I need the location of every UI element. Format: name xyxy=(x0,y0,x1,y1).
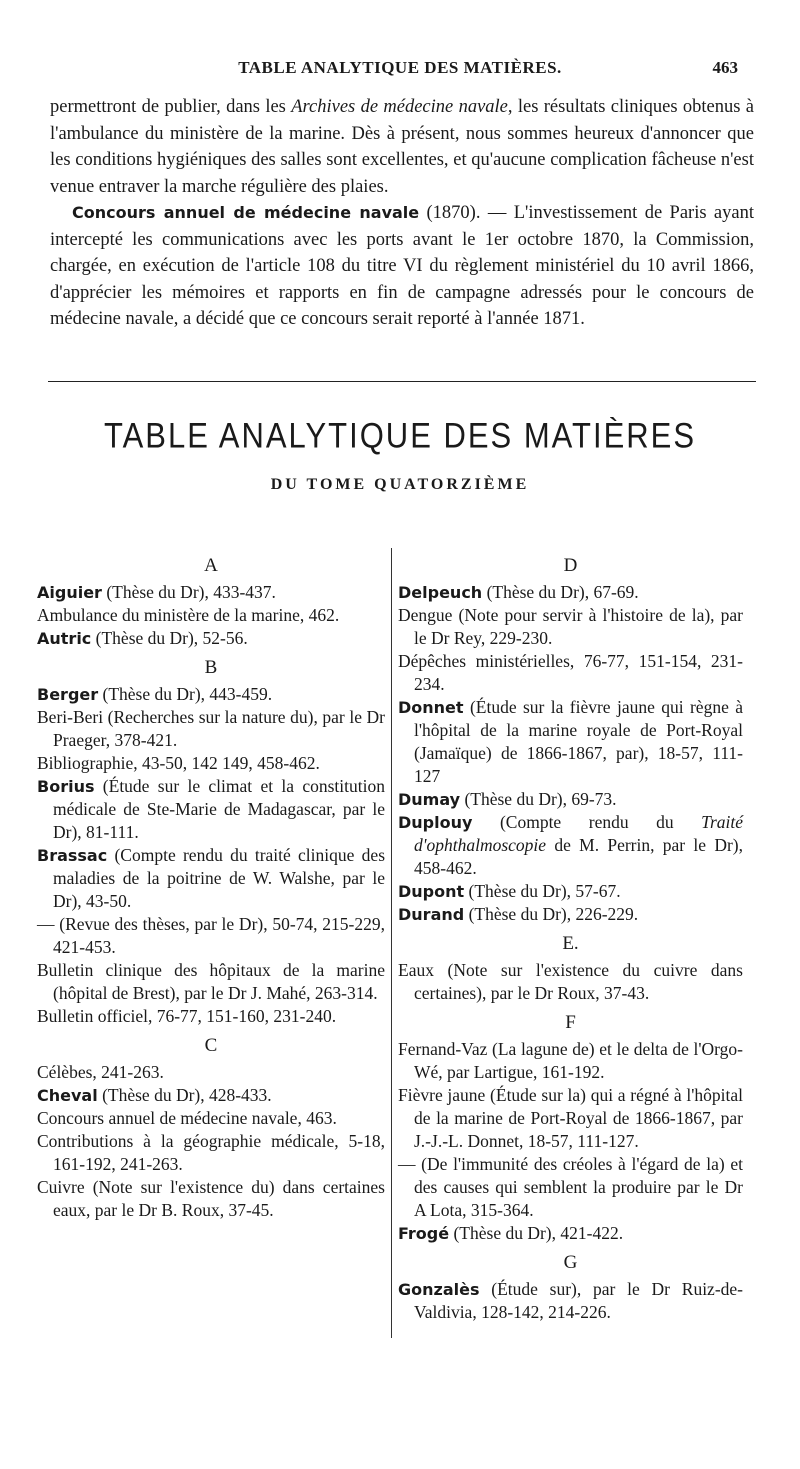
entry-text: (Thèse du Dr), 226-229. xyxy=(464,904,639,924)
letter-heading: C xyxy=(204,1035,218,1056)
entry-text: (Thèse du Dr), 57-67. xyxy=(464,881,621,901)
index-entry xyxy=(398,811,743,880)
index-entry: Bibliographie, 43-50, 142 149, 458-462. xyxy=(37,753,320,773)
letter-heading: E. xyxy=(562,933,579,954)
running-head xyxy=(0,58,800,84)
index-entry xyxy=(398,788,743,811)
letter-heading: F xyxy=(565,1012,576,1033)
entry-keyword: Dupont xyxy=(398,882,465,901)
index-entry: — (Revue des thèses, par le Dr), 50-74, 215-229, 421-453. xyxy=(37,914,385,957)
intro-text-run: , les résultats cliniques obtenus à l'ambulance du ministère de la marine. Dès à présent, nous sommes heureux d'annoncer que les conditions hygiéniques des salles sont excellentes, et qu'aucune complication fâcheuse n'est venue entraver la marche régulière des plaies. xyxy=(50,97,754,197)
index-entry: Ambulance du ministère de la marine, 462. xyxy=(37,605,340,625)
entry-keyword: Delpeuch xyxy=(398,583,483,602)
intro-journal-title: Archives de médecine navale xyxy=(291,97,508,117)
entry-text: (Compte rendu du traité clinique des maladies de la poitrine de W. Walshe, par le Dr), 43-50. xyxy=(53,845,385,911)
entry-keyword: Autric xyxy=(37,629,92,648)
index-entry xyxy=(37,627,385,650)
section-rule xyxy=(48,381,756,382)
column-divider xyxy=(391,548,392,1338)
page-number: 463 xyxy=(712,58,738,77)
entry-text: (Étude sur la fièvre jaune qui règne à l'hôpital de la marine royale de Port-Royal (Jamaïque) de 1866-1867, par), 18-57, 111-127 xyxy=(414,697,743,786)
index-entry: Eaux (Note sur l'existence du cuivre dans certaines), par le Dr Roux, 37-43. xyxy=(398,960,743,1003)
index-entry xyxy=(37,775,385,844)
running-head-title: TABLE ANALYTIQUE DES MATIÈRES. xyxy=(238,58,562,77)
letter-heading: A xyxy=(204,555,218,576)
index-column-left xyxy=(37,548,385,1222)
index-entry xyxy=(398,696,743,788)
index-entry: Bulletin clinique des hôpitaux de la marine (hôpital de Brest), par le Dr J. Mahé, 263-314. xyxy=(37,960,385,1003)
page-subtitle: DU TOME QUATORZIÈME xyxy=(270,476,530,493)
index-entry: Bulletin officiel, 76-77, 151-160, 231-240. xyxy=(37,1006,337,1026)
index-entry: Cuivre (Note sur l'existence du) dans certaines eaux, par le Dr B. Roux, 37-45. xyxy=(37,1177,385,1220)
page-title: TABLE ANALYTIQUE DES MATIÈRES xyxy=(103,415,697,456)
entry-keyword: Durand xyxy=(398,905,465,924)
index-entry xyxy=(398,581,743,604)
entry-text: (Étude sur), par le Dr Ruiz-de-Valdivia, 128-142, 214-226. xyxy=(414,1279,743,1322)
entry-text: (Thèse du Dr), 428-433. xyxy=(97,1085,272,1105)
index-entry: Beri-Beri (Recherches sur la nature du), par le Dr Praeger, 378-421. xyxy=(37,707,385,750)
entry-text: (Compte rendu du xyxy=(472,812,702,832)
intro-text-run: (1870). — L'investissement de Paris ayant intercepté les communications avec les ports avant le 1er octobre 1870, la Commission, chargée, en exécution de l'article 108 du titre VI du règlement ministériel du 10 avril 1866, d'apprécier les mémoires et rapports en fin de campagne adressés pour le concours de médecine navale, a décidé que ce concours serait reporté à l'année 1871. xyxy=(50,203,754,329)
entry-keyword: Donnet xyxy=(398,698,464,717)
intro-heading: Concours annuel de médecine navale xyxy=(72,203,420,222)
index-entry: Fernand-Vaz (La lagune de) et le delta de l'Orgo-Wé, par Lartigue, 161-192. xyxy=(398,1039,743,1082)
intro-paragraph-1 xyxy=(50,94,754,200)
index-entry: Célèbes, 241-263. xyxy=(37,1062,164,1082)
entry-keyword: Gonzalès xyxy=(398,1280,480,1299)
index-entry: Concours annuel de médecine navale, 463. xyxy=(37,1108,337,1128)
entry-text: de M. Perrin, par le Dr), 458-462. xyxy=(414,835,743,878)
entry-text: (Thèse du Dr), 67-69. xyxy=(482,582,639,602)
entry-keyword: Borius xyxy=(37,777,95,796)
letter-heading: D xyxy=(563,555,578,576)
index-entry xyxy=(37,683,385,706)
intro-text xyxy=(50,94,754,333)
index-entry: Fièvre jaune (Étude sur la) qui a régné à l'hôpital de la marine de Port-Royal de 1866-1867, par J.-J.-L. Donnet, 18-57, 111-127. xyxy=(398,1085,743,1151)
index-entry xyxy=(37,844,385,913)
index-entry xyxy=(37,1084,385,1107)
entry-keyword: Aiguier xyxy=(37,583,102,602)
index-entry xyxy=(398,1278,743,1324)
index-entry xyxy=(37,581,385,604)
entry-text: (Thèse du Dr), 433-437. xyxy=(101,582,276,602)
entry-keyword: Brassac xyxy=(37,846,108,865)
index-entry: Dengue (Note pour servir à l'histoire de la), par le Dr Rey, 229-230. xyxy=(398,605,743,648)
entry-text: (Étude sur le climat et la constitution médicale de Ste-Marie de Madagascar, par le Dr), 81-111. xyxy=(53,776,385,842)
intro-text-run: permettront de publier, dans les xyxy=(50,97,292,117)
index-entry xyxy=(398,880,743,903)
index-entry xyxy=(398,1222,743,1245)
entry-keyword: Frogé xyxy=(398,1224,450,1243)
index-entry: Dépêches ministérielles, 76-77, 151-154, 231-234. xyxy=(398,651,743,694)
letter-heading: B xyxy=(204,657,218,678)
index-column-right xyxy=(398,548,743,1324)
index-entry xyxy=(398,903,743,926)
entry-keyword: Cheval xyxy=(37,1086,98,1105)
entry-text: (Thèse du Dr), 69-73. xyxy=(460,789,617,809)
entry-text: (Thèse du Dr), 52-56. xyxy=(91,628,248,648)
entry-text: (Thèse du Dr), 443-459. xyxy=(98,684,273,704)
entry-text: (Thèse du Dr), 421-422. xyxy=(449,1223,624,1243)
intro-paragraph-2 xyxy=(50,200,754,333)
index-entry: Contributions à la géographie médicale, 5-18, 161-192, 241-263. xyxy=(37,1131,385,1174)
letter-heading: G xyxy=(563,1252,578,1273)
index-entry: — (De l'immunité des créoles à l'égard de la) et des causes qui semblent la produire par le Dr A Lota, 315-364. xyxy=(398,1154,743,1220)
entry-keyword: Duplouy xyxy=(398,813,473,832)
entry-keyword: Dumay xyxy=(398,790,461,809)
entry-book-title: Traité d'ophthalmoscopie xyxy=(414,812,743,855)
entry-keyword: Berger xyxy=(37,685,99,704)
